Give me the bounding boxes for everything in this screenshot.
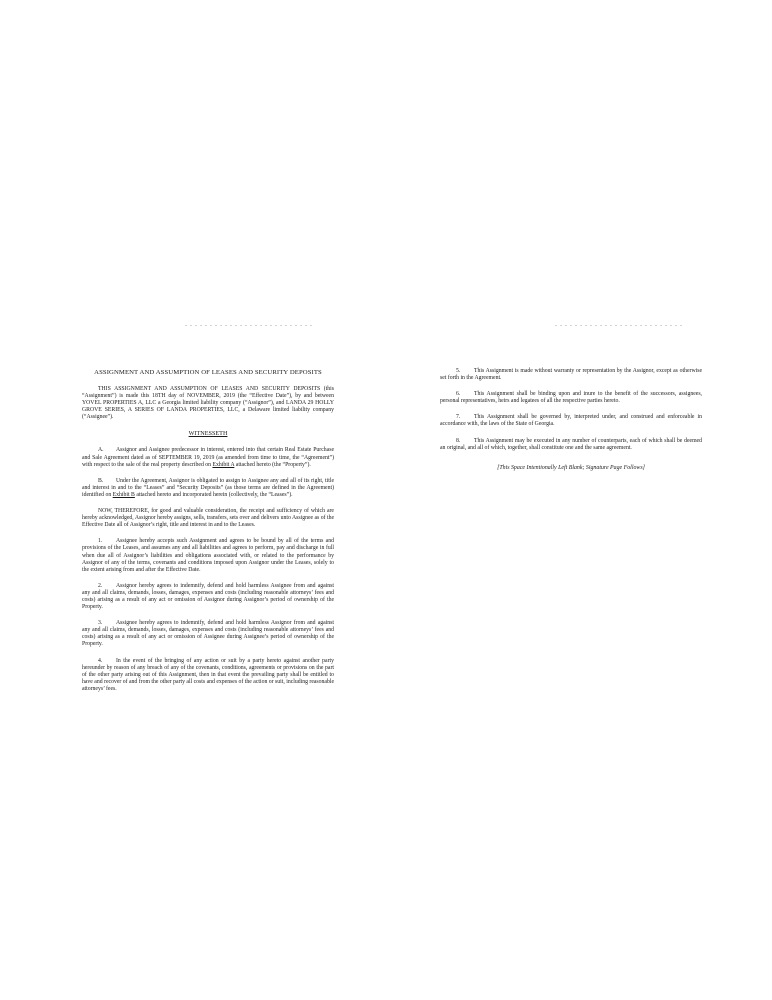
section-text: This Assignment may be executed in any number of counterparts, each of which shall be deemed an original, and all of which, together, shall constitute one and the same agreement. [440,437,702,451]
section-number: 3. [98,620,103,627]
section-5 [440,368,702,382]
section-text: In the event of the bringing of any action or suit by a party hereto against another party hereunder by reason of any breach of any of the covenants, conditions, agreements or provisions on the part of the other party arising out of this Assignment, then in that event the prevailing party shall be entitled to have and recover of and from the other party all costs and expenses of the action or suit, including reasonable attorneys’ fees. [82,657,334,692]
section-text: This Assignment shall be binding upon and inure to the benefit of the successors, assignees, personal representatives, heirs and legatees of all the respective parties hereto. [440,391,702,405]
section-number: 2. [98,582,103,589]
left-page [82,368,334,702]
section-1 [82,538,334,573]
section-text: Assignee hereby agrees to indemnify, defend and hold harmless Assignor from and against any and all claims, demands, losses, damages, expenses and costs (including reasonable attorneys’ fees and costs) arising as a result of any act or omission of Assignee during Assignee’s period of ownership of the Property. [82,620,334,648]
right-page [440,368,702,472]
now-therefore-paragraph: NOW, THEREFORE, for good and valuable consideration, the receipt and sufficiency of which are hereby acknowledged, Assignor hereby assigns, sells, transfers, sets over and delivers unto Assignee as of the Effective Date all of Assignor’s right, title and interest in and to the Leases. [82,508,334,529]
recital-a [82,447,334,468]
section-number: 7. [456,414,461,421]
recital-number: B. [98,477,104,484]
section-3 [82,620,334,648]
exhibit-a-reference: Exhibit A [212,461,235,468]
recital-number: A. [98,447,104,454]
section-number: 8. [456,437,461,444]
recital-b [82,478,334,499]
section-number: 6. [456,391,461,398]
section-text: This Assignment is made without warranty or representation by the Assignor, except as otherwise set forth in the Agreement. [440,368,702,382]
intro-paragraph: THIS ASSIGNMENT AND ASSUMPTION OF LEASES AND SECURITY DEPOSITS (this “Assignment”) is made this 18TH day of NOVEMBER, 2019 (the “Effective Date”), by and between YOVEL PROPERTIES A, LLC a Georgia limited liability company (“Assignor”), and LANDA 29 HOLLY GROVE SERIES, A SERIES OF LANDA PROPERTIES, LLC, a Delaware limited liability company (“Assignee”). [82,386,334,421]
section-7 [440,414,702,428]
section-number: 5. [456,368,461,374]
section-4 [82,658,334,693]
section-8 [440,438,702,452]
recital-text: Under the Agreement, Assignor is obligated to assign to Assignee any and all of its right, title and interest in and to the “Leases” and “Security Deposits” (as those terms are defined in the Agreement) identified on [82,477,334,498]
section-text: Assignee hereby accepts such Assignment and agrees to be bound by all of the terms and provisions of the Leases, and assumes any and all liabilities and agrees to perform, pay and discharge in full when due all of Assignor’s liabilities and obligations associated with, or related to the performance by Assignor of any of the terms, covenants and conditions imposed upon Assignor under the Leases, solely to the extent arising from and after the Effective Date. [82,538,334,573]
witnesseth-heading: WITNESSETH [188,430,228,438]
document-title: ASSIGNMENT AND ASSUMPTION OF LEASES AND SECURITY DEPOSITS [94,369,322,376]
section-text: This Assignment shall be governed by, interpreted under, and construed and enforceable in accordance with, the laws of the State of Georgia. [440,414,702,428]
recital-text: Assignor and Assignee predecessor in interest, entered into that certain Real Estate Purchase and Sale Agreement dated as of SEPTEMBER 19, 2019 (as amended from time to time, the “Agreement”) with respect to the sale of the real property described on [82,447,334,468]
scan-artifact [555,325,685,326]
section-6 [440,391,702,405]
section-text: Assignor hereby agrees to indemnify, defend and hold harmless Assignee from and against any and all claims, demands, losses, damages, expenses and costs (including reasonable attorneys’ fees and costs) arising as a result of any act or omission of Assignor during Assignor’s period of ownership of the Property. [82,582,334,611]
scan-artifact [185,325,315,326]
section-2 [82,583,334,611]
recital-text: attached hereto and incorporated herein (collectively, the “Leases”). [134,491,293,498]
signature-page-note: [This Space Intentionally Left Blank; Signature Page Follows] [497,464,645,471]
exhibit-b-reference: Exhibit B [112,491,135,498]
section-number: 1. [98,538,103,545]
recital-text: attached hereto (the “Property”). [234,461,311,468]
section-number: 4. [98,657,103,664]
